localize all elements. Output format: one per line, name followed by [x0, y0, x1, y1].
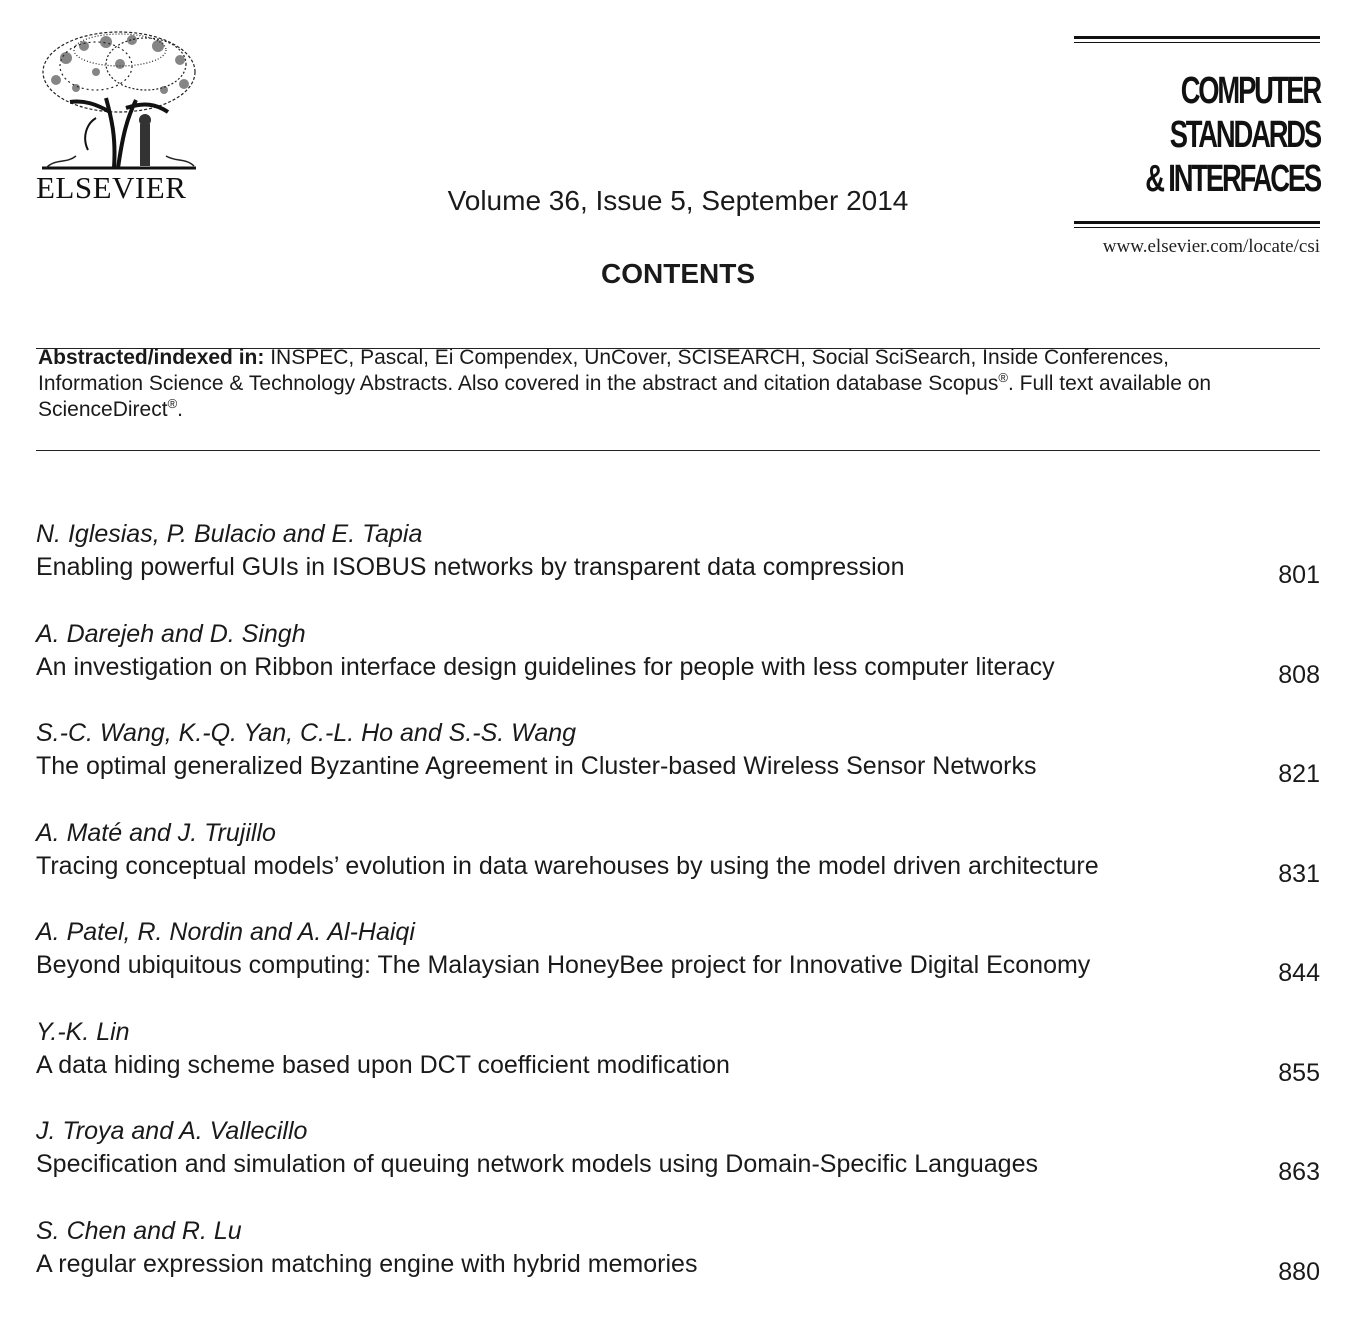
article-title[interactable]: An investigation on Ribbon interface design guidelines for people with less computer literacy	[36, 652, 1055, 681]
article-authors: N. Iglesias, P. Bulacio and E. Tapia	[36, 520, 423, 548]
page-number: 801	[1278, 561, 1320, 589]
article-title[interactable]: A data hiding scheme based upon DCT coefficient modification	[36, 1050, 730, 1079]
abstract-label: Abstracted/indexed in:	[38, 346, 265, 369]
page-number: 808	[1278, 660, 1320, 689]
registered-mark: ®	[167, 396, 178, 411]
abstract-text-3: .	[177, 398, 183, 421]
masthead-bottom-rule	[1074, 221, 1320, 228]
article-title[interactable]: Beyond ubiquitous computing: The Malaysian HoneyBee project for Innovative Digital Economy	[36, 951, 1091, 979]
article-title[interactable]: A regular expression matching engine with hybrid memories	[36, 1249, 698, 1278]
masthead-top-rule	[1074, 36, 1320, 43]
registered-mark: ®	[998, 370, 1008, 385]
page-number: 855	[1278, 1058, 1320, 1087]
abstract-text-1: INSPEC, Pascal, Ei Compendex, UnCover, SCISEARCH, Social SciSearch, Inside Conferences, Information Science & Technology Abstracts. Also covered in the abstract and citation database Scopus	[38, 346, 1169, 395]
list-item[interactable]	[36, 1016, 1320, 1116]
page-number: 831	[1278, 859, 1320, 888]
list-item[interactable]	[36, 1115, 1320, 1215]
contents-heading: CONTENTS	[601, 258, 755, 289]
article-title[interactable]: The optimal generalized Byzantine Agreement in Cluster-based Wireless Sensor Networks	[36, 752, 1037, 780]
article-authors: A. Maté and J. Trujillo	[36, 818, 276, 847]
article-title[interactable]: Specification and simulation of queuing network models using Domain-Specific Languages	[36, 1150, 1038, 1178]
article-title[interactable]: Tracing conceptual models’ evolution in data warehouses by using the model driven architecture	[36, 851, 1099, 880]
list-item[interactable]	[36, 916, 1320, 1016]
journal-url[interactable]: www.elsevier.com/locate/csi	[1102, 236, 1320, 257]
list-item[interactable]	[36, 817, 1320, 917]
abstract-text-2: . Full text available on ScienceDirect	[38, 372, 1212, 421]
table-of-contents	[36, 518, 1320, 1314]
tree-logo-icon	[36, 28, 202, 174]
journal-title: COMPUTER STANDARDS & INTERFACES	[1145, 70, 1320, 200]
abstracting-notice	[38, 345, 1238, 423]
publisher-logo	[36, 28, 206, 206]
list-item[interactable]	[36, 1215, 1320, 1315]
article-title[interactable]: Enabling powerful GUIs in ISOBUS networks by transparent data compression	[36, 553, 905, 581]
page-number: 844	[1278, 959, 1320, 987]
article-authors: J. Troya and A. Vallecillo	[36, 1117, 308, 1145]
list-item[interactable]	[36, 717, 1320, 817]
article-authors: S.-C. Wang, K.-Q. Yan, C.-L. Ho and S.-S. Wang	[36, 719, 577, 747]
publisher-name: ELSEVIER	[36, 170, 187, 205]
article-authors: A. Patel, R. Nordin and A. Al-Haiqi	[36, 918, 415, 946]
article-authors: Y.-K. Lin	[36, 1017, 130, 1046]
page-number: 863	[1278, 1158, 1320, 1186]
article-authors: S. Chen and R. Lu	[36, 1216, 242, 1245]
page-number: 880	[1278, 1257, 1320, 1286]
article-authors: A. Darejeh and D. Singh	[36, 619, 306, 648]
list-item[interactable]	[36, 618, 1320, 718]
divider-bottom	[36, 450, 1320, 451]
issue-line: Volume 36, Issue 5, September 2014	[447, 185, 909, 216]
page-number: 821	[1278, 760, 1320, 788]
list-item[interactable]	[36, 518, 1320, 618]
